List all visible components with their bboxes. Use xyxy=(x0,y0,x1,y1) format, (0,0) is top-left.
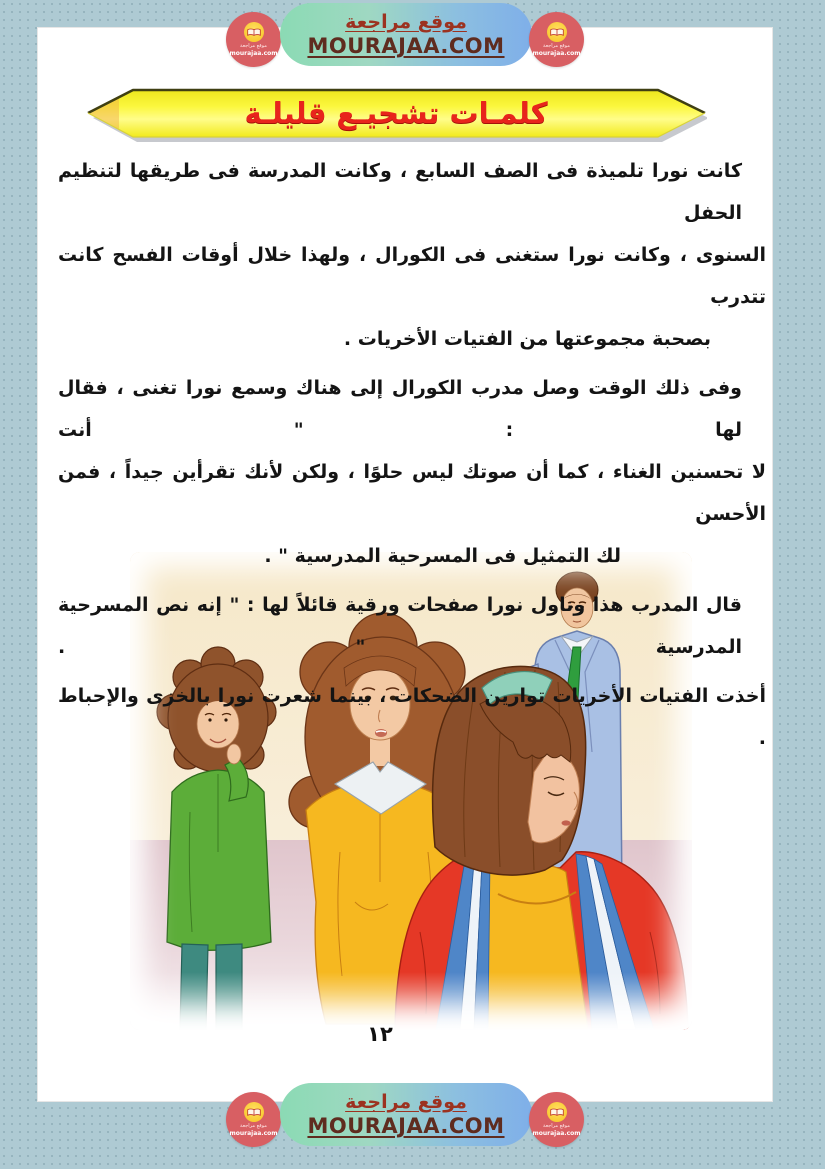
chapter-title: كلمـات تشجيـع قليلـة xyxy=(244,96,548,130)
open-book-icon xyxy=(244,22,264,42)
story-paragraph xyxy=(58,675,766,759)
story-paragraph xyxy=(58,150,766,360)
story-paragraph xyxy=(58,367,766,577)
logo-domain-label: mourajaa.com xyxy=(532,1130,581,1137)
open-book-icon xyxy=(247,28,261,37)
logo-domain-label: mourajaa.com xyxy=(229,50,278,57)
site-logo-badge xyxy=(529,12,584,67)
open-book-icon xyxy=(547,22,567,42)
site-banner-footer xyxy=(0,1080,825,1150)
site-logo-badge xyxy=(529,1092,584,1147)
site-logo-badge xyxy=(226,12,281,67)
site-banner-header xyxy=(0,0,825,70)
open-book-icon xyxy=(550,28,564,37)
story-text xyxy=(58,150,766,766)
open-book-icon xyxy=(247,1108,261,1117)
page-number: ١٢ xyxy=(367,1022,393,1046)
story-line: كانت نورا تلميذة فى الصف السابع ، وكانت المدرسة فى طريقها لتنظيم الحفل xyxy=(58,160,742,224)
open-book-icon xyxy=(244,1102,264,1122)
open-book-icon xyxy=(550,1108,564,1117)
site-domain-link[interactable]: MOURAJAA.COM xyxy=(307,34,505,58)
story-paragraph xyxy=(58,584,766,668)
chapter-title-banner xyxy=(85,84,707,146)
logo-arabic-label: موقع مراجعة xyxy=(240,43,267,49)
story-line: لك التمثيل فى المسرحية المدرسية " . xyxy=(264,545,621,567)
logo-domain-label: mourajaa.com xyxy=(532,50,581,57)
site-name-arabic[interactable]: موقع مراجعة xyxy=(345,1091,467,1113)
site-name-arabic[interactable]: موقع مراجعة xyxy=(345,11,467,33)
open-book-icon xyxy=(547,1102,567,1122)
site-link-pill[interactable] xyxy=(280,3,532,66)
story-line: وفى ذلك الوقت وصل مدرب الكورال إلى هناك وسمع نورا تغنى ، فقال لها : " أنت xyxy=(58,377,742,441)
site-link-pill[interactable] xyxy=(280,1083,532,1146)
story-line: قال المدرب هذا وناول نورا صفحات ورقية قائلاً لها : " إنه نص المسرحية المدرسية " . xyxy=(58,594,742,658)
site-domain-link[interactable]: MOURAJAA.COM xyxy=(307,1114,505,1138)
logo-arabic-label: موقع مراجعة xyxy=(543,1123,570,1129)
logo-arabic-label: موقع مراجعة xyxy=(240,1123,267,1129)
story-line: بصحبة مجموعتها من الفتيات الأخريات . xyxy=(343,328,711,350)
story-line: لا تحسنين الغناء ، كما أن صوتك ليس حلوًا ، ولكن لأنك تقرأين جيداً ، فمن الأحسن xyxy=(58,461,766,525)
site-logo-badge xyxy=(226,1092,281,1147)
story-line: السنوى ، وكانت نورا ستغنى فى الكورال ، ولهذا خلال أوقات الفسح كانت تتدرب xyxy=(58,244,766,308)
story-line: أخذت الفتيات الأخريات توارين الضحكات ، بينما شعرت نورا بالخزى والإحباط . xyxy=(58,685,766,749)
logo-arabic-label: موقع مراجعة xyxy=(543,43,570,49)
logo-domain-label: mourajaa.com xyxy=(229,1130,278,1137)
